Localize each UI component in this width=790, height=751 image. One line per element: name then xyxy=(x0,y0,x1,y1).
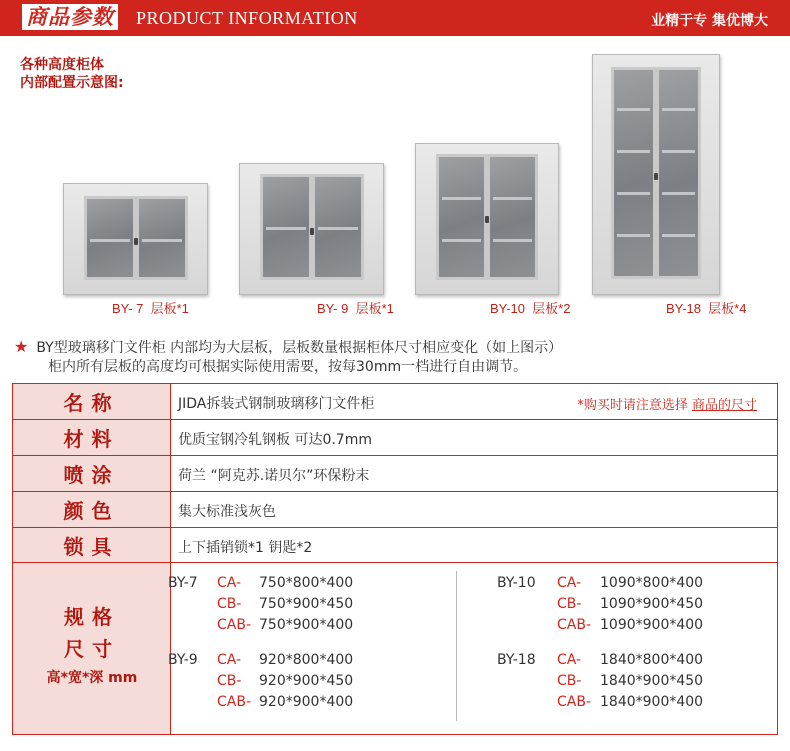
spec-label-line-3: 高*宽*深 mm xyxy=(46,670,138,686)
cabinet-image-by7 xyxy=(63,183,208,295)
banner-title-en: PRODUCT INFORMATION xyxy=(136,8,358,28)
row-label: 材料 xyxy=(13,420,171,455)
spec-code: CAB- xyxy=(217,617,252,633)
note-line-1: BY型玻璃移门文件柜 内部均为大层板，层板数量根据柜体尺寸相应变化（如上图示） xyxy=(36,340,563,356)
lock-icon xyxy=(134,238,138,245)
row-value: 上下插销锁*1 钥匙*2 xyxy=(178,540,313,556)
table-row xyxy=(13,528,777,562)
spec-model: BY-9 xyxy=(168,652,198,668)
spec-dims: 920*900*450 xyxy=(259,673,354,689)
spec-dims: 1840*900*400 xyxy=(600,694,704,710)
spec-code: CB- xyxy=(557,673,582,689)
table-row-specs xyxy=(13,563,777,734)
spec-model: BY-7 xyxy=(168,575,198,591)
cabinet-caption-by9: BY- 9 层板*1 xyxy=(317,301,394,316)
spec-divider xyxy=(456,571,457,721)
row-value: 集大标准浅灰色 xyxy=(178,504,276,520)
table-row xyxy=(13,420,777,455)
spec-code: CB- xyxy=(557,596,582,612)
glass-door-right xyxy=(136,196,188,280)
spec-dims: 1090*900*400 xyxy=(600,617,704,633)
cabinet-caption-by10: BY-10 层板*2 xyxy=(490,301,571,316)
intro-line-1: 各种高度柜体 xyxy=(20,57,104,73)
cabinet-caption-by18: BY-18 层板*4 xyxy=(666,301,747,316)
banner-slogan: 业精于专 集优博大 xyxy=(651,13,768,29)
spec-dims: 750*900*400 xyxy=(259,617,354,633)
spec-code: CA- xyxy=(217,575,242,591)
note-line-2: 柜内所有层板的高度均可根据实际使用需要，按每30mm一档进行自由调节。 xyxy=(48,359,528,375)
intro-line-2: 内部配置示意图: xyxy=(20,75,124,91)
cabinet-image-by18 xyxy=(592,54,720,295)
glass-door-left xyxy=(260,174,312,280)
lock-icon xyxy=(310,228,314,235)
glass-door-left xyxy=(611,67,656,279)
spec-code: CAB- xyxy=(557,694,592,710)
spec-label-line-2: 尺寸 xyxy=(64,637,120,661)
row-label: 喷涂 xyxy=(13,456,171,491)
row-label: 颜色 xyxy=(13,492,171,527)
lock-icon xyxy=(485,216,489,223)
intro-text xyxy=(20,56,124,92)
spec-code: CAB- xyxy=(217,694,252,710)
spec-dims: 750*900*450 xyxy=(259,596,354,612)
spec-code: CA- xyxy=(217,652,242,668)
cabinet-image-by9 xyxy=(239,163,384,295)
purchase-note: *购买时请注意选择 商品的尺寸 xyxy=(577,398,757,413)
product-spec-table xyxy=(12,383,778,735)
glass-door-left xyxy=(84,196,136,280)
spec-label-line-1: 规格 xyxy=(64,605,120,629)
shelf-note xyxy=(14,337,562,377)
row-value: JIDA拆装式钢制玻璃移门文件柜 xyxy=(178,396,375,412)
spec-code: CA- xyxy=(557,575,582,591)
spec-model: BY-18 xyxy=(497,652,536,668)
spec-dims: 1090*800*400 xyxy=(600,575,704,591)
row-label: 锁具 xyxy=(13,528,171,562)
table-row xyxy=(13,492,777,527)
spec-dims: 920*900*400 xyxy=(259,694,354,710)
spec-label xyxy=(13,563,171,734)
spec-code: CB- xyxy=(217,596,242,612)
glass-door-right xyxy=(312,174,364,280)
glass-door-right xyxy=(656,67,701,279)
spec-dims: 750*800*400 xyxy=(259,575,354,591)
spec-dims: 1840*900*450 xyxy=(600,673,704,689)
spec-model: BY-10 xyxy=(497,575,536,591)
row-label: 名称 xyxy=(13,384,171,419)
cabinet-caption-by7: BY- 7 层板*1 xyxy=(112,301,189,316)
star-icon: ★ xyxy=(14,337,29,356)
spec-code: CA- xyxy=(557,652,582,668)
row-value: 荷兰 “阿克苏.诺贝尔”环保粉末 xyxy=(178,468,370,484)
spec-dims: 920*800*400 xyxy=(259,652,354,668)
table-row xyxy=(13,456,777,491)
spec-code: CB- xyxy=(217,673,242,689)
spec-dims: 1840*800*400 xyxy=(600,652,704,668)
row-value: 优质宝钢冷轧钢板 可达0.7mm xyxy=(178,432,372,448)
size-link[interactable]: 商品的尺寸 xyxy=(691,398,757,413)
spec-code: CAB- xyxy=(557,617,592,633)
header-banner xyxy=(0,0,790,36)
cabinet-image-by10 xyxy=(415,143,559,295)
lock-icon xyxy=(654,173,658,180)
banner-title-cn: 商品参数 xyxy=(22,4,118,30)
glass-door-right xyxy=(487,154,538,280)
glass-door-left xyxy=(436,154,487,280)
spec-dims: 1090*900*450 xyxy=(600,596,704,612)
table-row xyxy=(13,384,777,419)
